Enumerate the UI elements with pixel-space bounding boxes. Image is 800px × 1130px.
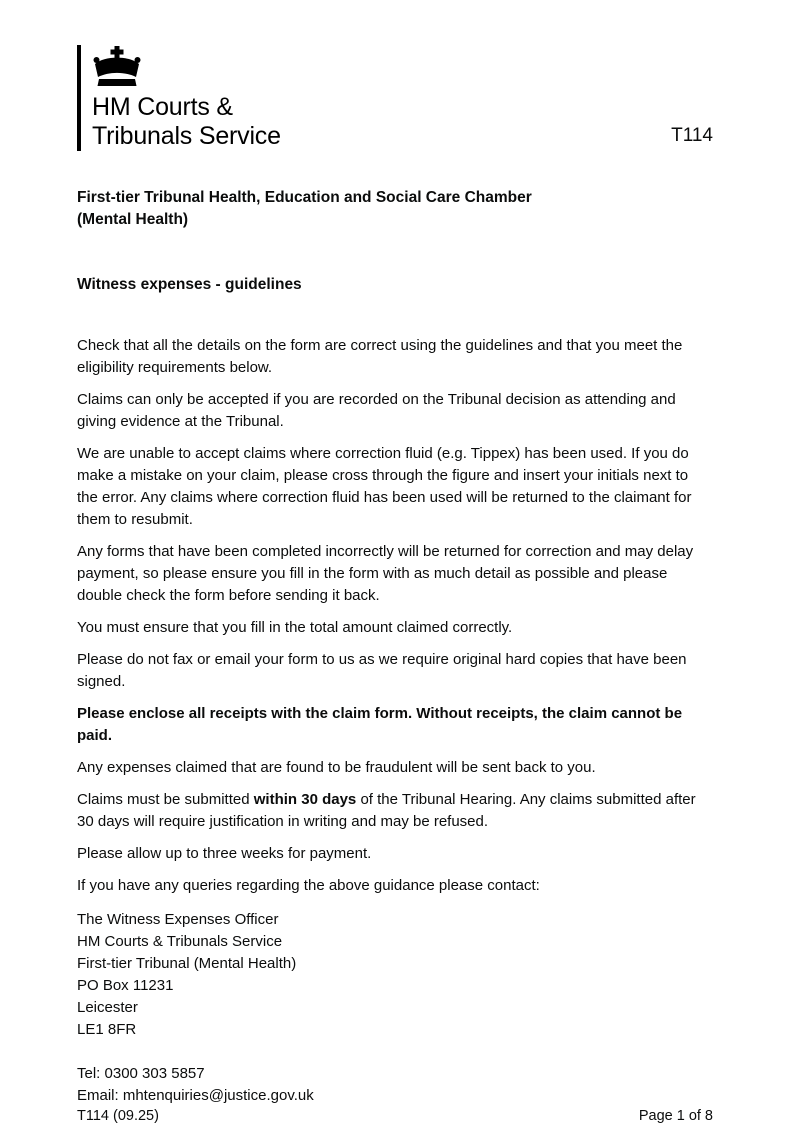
section-heading: Witness expenses - guidelines	[77, 276, 302, 293]
contact-line-pobox: PO Box 11231	[77, 977, 174, 994]
paragraph-total-amount: You must ensure that you fill in the total amount claimed correctly.	[77, 619, 513, 636]
paragraph-enclose-receipts: Please enclose all receipts with the claim form. Without receipts, the claim cannot be paid.	[77, 705, 683, 744]
deadline-text-after: of the Tribunal Hearing. Any claims submitted after 30 days will require justification in writing and may be refused.	[77, 791, 696, 830]
footer-form-reference: T114 (09.25)	[77, 1108, 159, 1124]
logo-vertical-bar	[77, 45, 81, 151]
paragraph-check-details: Check that all the details on the form are correct using the guidelines and that you meet the eligibility requirements below.	[77, 337, 683, 376]
paragraph-correction-fluid: We are unable to accept claims where correction fluid (e.g. Tippex) has been used. If you do make a mistake on your claim, please cross through the figure and insert your initials next to the error. Any claims where correction fluid has been used will be returned to the claimant for them to resubmit.	[77, 445, 692, 528]
form-code: T114	[671, 125, 713, 146]
org-name	[92, 93, 281, 151]
hmcts-logo	[77, 45, 281, 151]
paragraph-payment-time: Please allow up to three weeks for payment.	[77, 845, 372, 862]
guidelines-body	[77, 335, 713, 907]
contact-line-tribunal: First-tier Tribunal (Mental Health)	[77, 955, 297, 972]
paragraph-no-fax-email: Please do not fax or email your form to us as we require original hard copies that have been signed.	[77, 651, 687, 690]
org-name-line-1: HM Courts &	[92, 93, 233, 121]
contact-phone-email	[77, 1063, 713, 1107]
document-header	[77, 45, 713, 151]
deadline-text-bold: within 30 days	[253, 791, 357, 808]
paragraph-fraudulent-claims: Any expenses claimed that are found to be fraudulent will be sent back to you.	[77, 759, 596, 776]
contact-address	[77, 909, 713, 1041]
deadline-text-before: Claims must be submitted	[77, 791, 254, 808]
org-name-line-2: Tribunals Service	[92, 122, 281, 150]
paragraph-queries-contact: If you have any queries regarding the above guidance please contact:	[77, 877, 540, 894]
document-title-line-2: (Mental Health)	[77, 211, 189, 228]
contact-telephone: Tel: 0300 303 5857	[77, 1065, 205, 1082]
paragraph-claims-accepted: Claims can only be accepted if you are recorded on the Tribunal decision as attending and giving evidence at the Tribunal.	[77, 391, 676, 430]
footer-page-number: Page 1 of 8	[638, 1108, 713, 1124]
paragraph-incorrect-forms: Any forms that have been completed incorrectly will be returned for correction and may delay payment, so please ensure you fill in the form with as much detail as possible and please double check the form before sending it back.	[77, 543, 694, 604]
paragraph-submission-deadline	[77, 789, 713, 833]
document-title	[77, 187, 713, 231]
contact-line-org: HM Courts & Tribunals Service	[77, 933, 283, 950]
contact-email: Email: mhtenquiries@justice.gov.uk	[77, 1087, 314, 1104]
document-footer	[77, 1107, 713, 1125]
logo-content	[92, 45, 281, 151]
crown-icon	[92, 46, 281, 88]
document-title-line-1: First-tier Tribunal Health, Education and Social Care Chamber	[77, 189, 532, 206]
contact-line-postcode: LE1 8FR	[77, 1021, 137, 1038]
contact-line-officer: The Witness Expenses Officer	[77, 911, 279, 928]
contact-line-city: Leicester	[77, 999, 138, 1016]
